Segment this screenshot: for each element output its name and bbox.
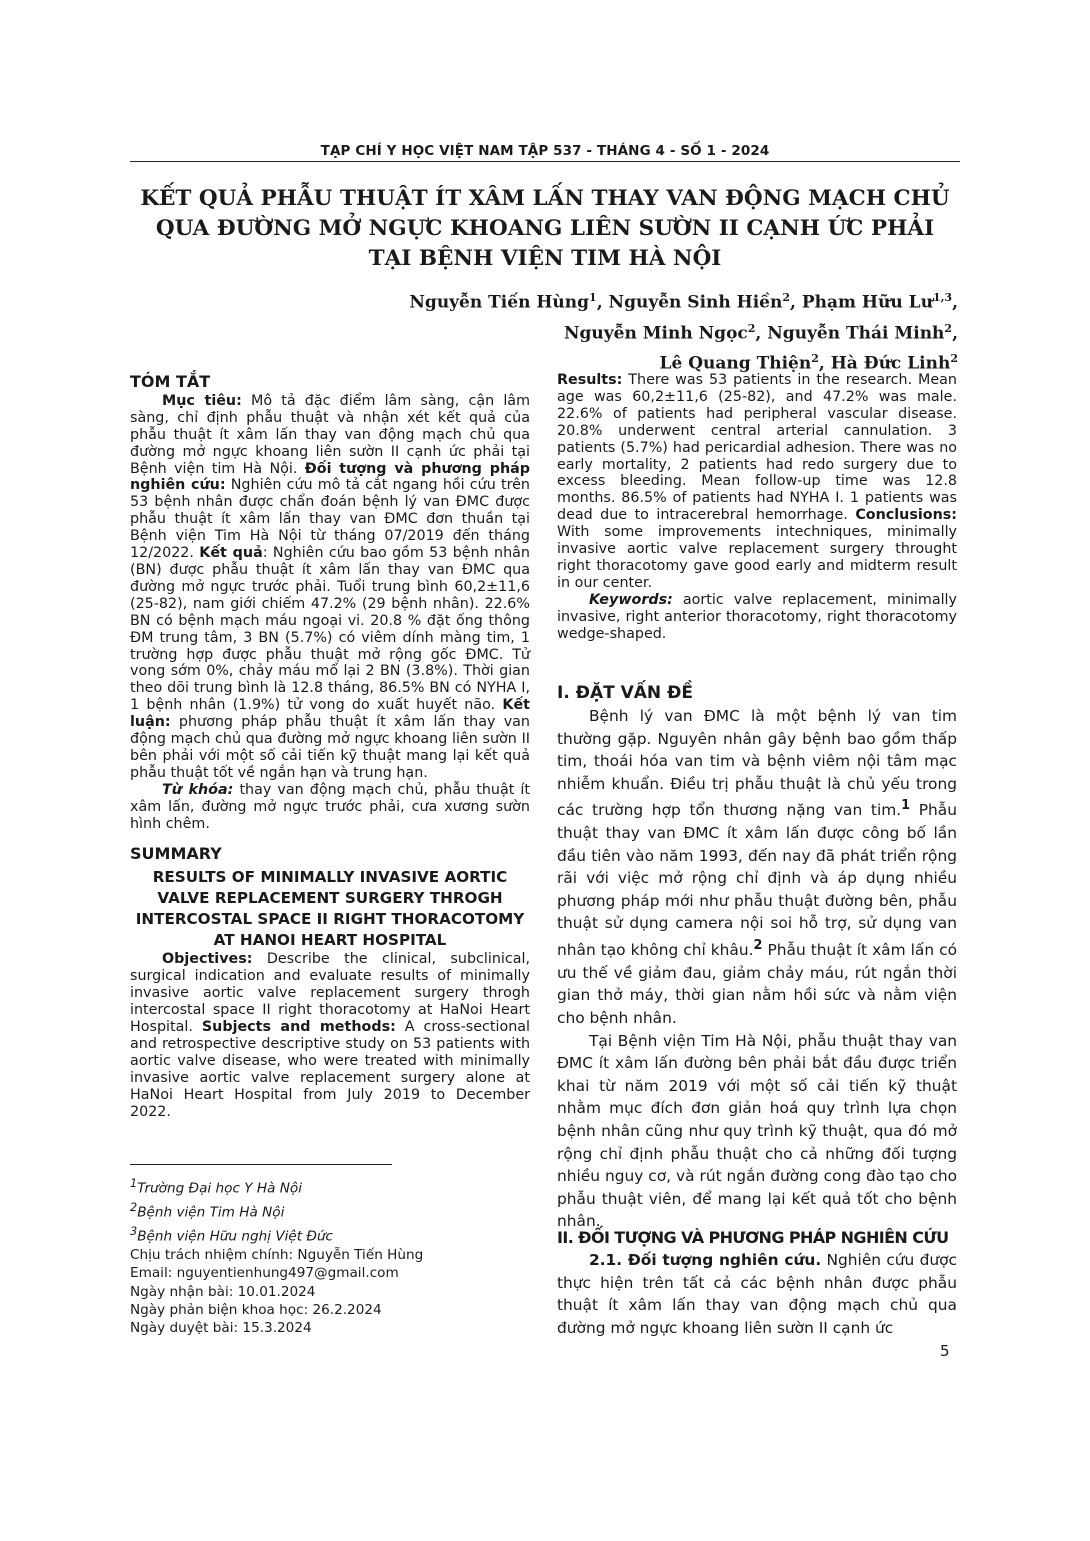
keywords-vn-label: Từ khóa: <box>162 781 234 798</box>
p1-part-c: Phẫu thuật ít xâm lấn có ưu thế về giảm đau, giảm chảy máu, rút ngắn thời gian thở máy, thời gian nằm hồi sức và nằm viện cho bệnh nhân. <box>557 941 957 1027</box>
title-line-2: QUA ĐƯỜNG MỞ NGỰC KHOANG LIÊN SƯỜN II CẠNH ỨC PHẢI <box>155 216 935 241</box>
date-reviewed: Ngày phản biện khoa học: 26.2.2024 <box>130 1302 382 1319</box>
author-affiliation: 2 <box>944 321 953 335</box>
author-line-2: Nguyễn Minh Ngọc$^2$, Nguyễn Thái Minh$^2$, <box>563 321 958 344</box>
section-1-heading: I. ĐẶT VẤN ĐỀ <box>557 683 693 703</box>
date-received: Ngày nhận bài: 10.01.2024 <box>130 1283 316 1300</box>
author-name: Nguyễn Tiến Hùng <box>409 292 590 313</box>
page-number: 5 <box>940 1342 950 1360</box>
summary-results-text: There was 53 patients in the research. Mean age was 60,2±11,6 (25-82), and 47.2% was male. 22.6% of patients had peripheral vascular disease. 20.8% underwent central arterial cannulation. 3 patients (5.7%) had pericardial adhesion. There was no early mortality, 2 patients had redo surgery due to excess bleeding. Mean follow-up time was 12.8 months. 86.5% of patients had NYHA I. 1 patients was dead due to intracerebral hemorrhage. <box>557 372 957 524</box>
summary-conclusions-label: Conclusions: <box>855 507 957 524</box>
subsection-2-1-text: Nghiên cứu được thực hiện trên tất cả các bệnh nhân được phẫu thuật ít xâm lấn thay van động mạch chủ qua đường mở ngực khoang liên sườn II cạnh ức <box>557 1251 957 1337</box>
author-affiliation: 1,3 <box>932 291 953 304</box>
author-affiliation: 2 <box>811 352 819 366</box>
summary-methods-text: A cross-sectional and retrospective descriptive study on 53 patients with aortic valve disease, who were treated with minimally invasive aortic valve replacement surgery alone at HaNoi Heart Hospital from July 2019 to December 2022. <box>130 1019 531 1120</box>
results-text: : Nghiên cứu bao gồm 53 bệnh nhân (BN) được phẫu thuật ít xâm lấn thay van ĐMC qua đường mở ngực trước phải. Tuổi trung bình 60,2±11,6 (25-82), nam giới chiếm 47.2% (29 bệnh nhân). 22.6% BN có bệnh mạch máu ngoại vi. 20.8 % đặt ống thông ĐM trung tâm, 3 BN (5.7%) có viêm dính màng tim, 1 trường hợp được phẫu thuật mở rộng gốc ĐMC. Tử vong sớm 0%, chảy máu mổ lại 2 BN (3.8%). Thời gian theo dõi trung bình là 12.8 tháng, 86.5% BN có NYHA I, 1 bệnh nhân (1.9%) tử vong do xuất huyết não. <box>130 545 530 714</box>
author-affiliation: 2 <box>747 321 756 335</box>
objective-label: Mục tiêu: <box>162 392 242 409</box>
affiliation-3-text: Bệnh viện Hữu nghị Việt Đức <box>137 1228 334 1245</box>
summary-paragraph-continued <box>557 372 957 592</box>
abstract-paragraph <box>130 393 530 782</box>
affiliation-2 <box>130 1198 423 1222</box>
author-name: Lê Quang Thiện <box>659 353 812 374</box>
author-name: Nguyễn Sinh Hiền <box>608 292 783 313</box>
keywords-en-label: Keywords: <box>589 591 673 608</box>
date-accepted: Ngày duyệt bài: 15.3.2024 <box>130 1320 312 1337</box>
objective-text: Mô tả đặc điểm lâm sàng, cận lâm sàng, chỉ định phẫu thuật và nhận xét kết quả của phẫu thuật ít xâm lấn thay van động mạch chủ qua đường mở ngực khoang liên sườn II cạnh ức phải tại Bệnh viện tim Hà Nội. <box>130 392 530 477</box>
subsection-2-1-label: 2.1. Đối tượng nghiên cứu. <box>589 1251 822 1269</box>
author-line-3: Lê Quang Thiện$^2$, Hà Đức Linh$^2$ <box>659 352 958 374</box>
title-line-3: TẠI BỆNH VIỆN TIM HÀ NỘI <box>368 246 722 271</box>
p1-part-a: Bệnh lý van ĐMC là một bệnh lý van tim thường gặp. Nguyên nhân gây bệnh bao gồm thấp tim, thoái hóa van tim và bệnh viêm nội tâm mạc nhiễm khuẩn. Điều trị phẫu thuật là chủ yếu trong các trường hợp tổn thương nặng van tim. <box>557 707 957 820</box>
author-affiliation: 2 <box>782 291 791 304</box>
summary-objectives-text: Describe the clinical, subclinical, surgical indication and evaluate results of minimally invasive aortic valve replacement surgery throgh intercostal space II right thoracotomy at HaNoi Heart Hospital. <box>130 951 530 1035</box>
summary-title: RESULTS OF MINIMALLY INVASIVE AORTIC VALVE REPLACEMENT SURGERY THROGH INTERCOSTAL SPACE II RIGHT THORACOTOMY AT HANOI HEART HOSPITAL <box>135 868 525 950</box>
affiliation-1-text: Trường Đại học Y Hà Nội <box>137 1180 303 1197</box>
affiliation-2-text: Bệnh viện Tim Hà Nội <box>137 1204 285 1221</box>
p1-part-b: Phẫu thuật thay van ĐMC ít xâm lấn được công bố lần đầu tiên vào năm 1993, đến nay đã phát triển rộng rãi với việc mở rộng chỉ định và áp dụng nhiều phương pháp mới như phẫu thuật đường bên, phẫu thuật sử dụng camera nội soi hỗ trợ, sử dụng van nhân tạo không chỉ khâu. <box>557 801 957 960</box>
author-line-1: Nguyễn Tiến Hùng$^1$, Nguyễn Sinh Hiền$^2$, Phạm Hữu Lư$^{1,3}$, <box>409 291 958 313</box>
keywords-en <box>557 592 957 643</box>
summary-heading: SUMMARY <box>130 844 222 864</box>
abstract-heading: TÓM TẮT <box>130 372 211 391</box>
affiliation-1 <box>130 1174 423 1198</box>
author-name: Phạm Hữu Lư <box>801 292 933 313</box>
section-2-paragraph <box>557 1249 957 1339</box>
summary-objectives-label: Objectives: <box>162 951 253 968</box>
section-2-body <box>557 1249 957 1339</box>
abstract-vn <box>130 374 530 1120</box>
footnote-divider <box>130 1164 392 1165</box>
author-affiliation: 1 <box>589 291 597 304</box>
methods-label: Đối tượng và phương pháp nghiên cứu: <box>130 460 530 494</box>
section-1-body <box>557 705 957 1233</box>
contact-email: Email: nguyentienhung497@gmail.com <box>130 1265 399 1282</box>
results-label: Kết quả <box>199 545 263 562</box>
summary-results-label: Results: <box>557 372 623 388</box>
keywords-vn <box>130 782 530 833</box>
section-1 <box>557 683 957 1233</box>
reference-1: 1 <box>901 798 911 814</box>
affiliation-3-number: 3 <box>130 1223 138 1238</box>
author-list <box>409 285 958 377</box>
footnotes <box>130 1174 423 1338</box>
section-1-paragraph-1 <box>557 705 957 1030</box>
journal-header: TẠP CHÍ Y HỌC VIỆT NAM TẬP 537 - THÁNG 4 - SỐ 1 - 2024 <box>320 143 770 159</box>
summary-methods-label: Subjects and methods: <box>201 1019 396 1035</box>
methods-text: Nghiên cứu mô tả cắt ngang hồi cứu trên 53 bệnh nhân được chẩn đoán bệnh lý van ĐMC được phẫu thuật ít xâm lấn thay van ĐMC đơn thuần tại Bệnh viện Tim Hà Nội từ tháng 07/2019 đến tháng 12/2022. <box>130 477 530 562</box>
section-2 <box>557 1228 957 1339</box>
keywords-vn-text: thay van động mạch chủ, phẫu thuật ít xâm lấn, đường mở ngực trước phải, cưa xương sườn hình chêm. <box>130 781 531 832</box>
summary-conclusions-text: With some improvements intechniques, minimally invasive aortic valve replacement surgery throught right thoracotomy gave good early and midterm result in our center. <box>557 524 957 591</box>
conclusion-text: phương pháp phẫu thuật ít xâm lấn thay van động mạch chủ qua đường mở ngực khoang liên sườn II bên phải với một số cải tiến kỹ thuật mang lại kết quả phẫu thuật tốt về ngắn hạn và trung hạn. <box>130 714 530 781</box>
summary-paragraph <box>130 951 530 1120</box>
author-affiliation: 2 <box>950 352 958 366</box>
author-name: Nguyễn Minh Ngọc <box>563 323 748 344</box>
title-line-1: KẾT QUẢ PHẪU THUẬT ÍT XÂM LẤN THAY VAN ĐỘNG MẠCH CHỦ <box>140 186 950 211</box>
affiliation-1-number: 1 <box>130 1176 138 1190</box>
affiliation-3 <box>130 1222 423 1246</box>
affiliation-2-number: 2 <box>130 1199 138 1214</box>
section-1-paragraph-2: Tại Bệnh viện Tim Hà Nội, phẫu thuật thay van ĐMC ít xâm lấn đường bên phải bắt đầu được triển khai từ năm 2019 với một số cải tiến kỹ thuật nhằm mục đích đơn giản hoá quy trình lựa chọn bệnh nhân cũng như quy trình kỹ thuật, qua đó mở rộng chỉ định phẫu thuật cho cả những đối tượng nhiều nguy cơ, và rút ngắn đường cong đào tạo cho phẫu thuật viên, để mang lại kết quả tốt cho bệnh nhân. <box>557 1031 957 1231</box>
author-name: Hà Đức Linh <box>830 353 951 374</box>
conclusion-label: Kết luận: <box>130 697 530 731</box>
article-title <box>140 184 950 274</box>
summary-continued <box>557 372 957 643</box>
header-divider <box>130 161 960 162</box>
keywords-en-text: aortic valve replacement, minimally invasive, right anterior thoracotomy, right thoracotomy wedge-shaped. <box>557 591 957 642</box>
corresponding-author: Chịu trách nhiệm chính: Nguyễn Tiến Hùng <box>130 1246 424 1263</box>
reference-2: 2 <box>753 938 763 954</box>
section-2-heading: II. ĐỐI TƯỢNG VÀ PHƯƠNG PHÁP NGHIÊN CỨU <box>557 1228 949 1247</box>
author-name: Nguyễn Thái Minh <box>767 323 945 344</box>
